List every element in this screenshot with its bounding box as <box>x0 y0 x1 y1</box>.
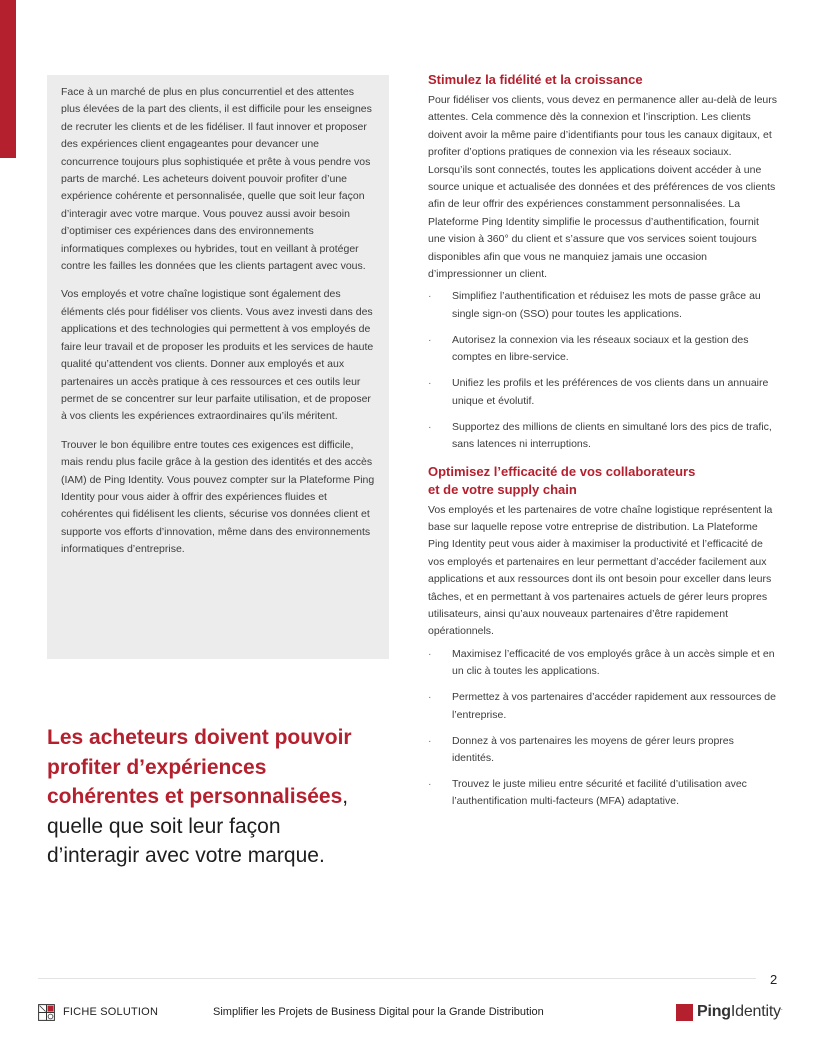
section2-heading <box>428 463 778 499</box>
list-item <box>428 419 778 454</box>
list-item <box>428 776 778 811</box>
list-item <box>428 332 778 367</box>
section1-body: Pour fidéliser vos clients, vous devez en permanence aller au-delà de leurs attentes. Cela commence dès la connexion et l’inscription. Les clients doivent avoir la même paire d’identifiants pour tous les canaux digitaux, et profiter d’options pratiques de connexion via les réseaux sociaux. Lorsqu’ils sont connectés, toutes les applications doivent accéder à une source unique et actualisée des données et des préférences de vos clients afin de leur offrir des expériences constamment personnalisées. La Plateforme Ping Identity simplifie le processus d’authentification, fournit une vision à 360° du client et s’assure que vos services soient toujours disponibles afin que vous ne manquiez jamais une occasion d’impressionner un client. <box>428 94 778 281</box>
section2-bullet-list <box>428 646 778 811</box>
bullet-text: Supportez des millions de clients en simultané lors des pics de trafic, sans latences ni interruptions. <box>452 420 772 451</box>
footer-divider <box>38 978 756 979</box>
section2-body: Vos employés et les partenaires de votre chaîne logistique représentent la base sur laquelle repose votre entreprise de distribution. La Plateforme Ping Identity peut vous aider à maximiser la productivité et l’efficacité de vos employés et partenaires en leur permettant d’accéder facilement aux applications et aux ressources dont ils ont besoin pour exceller dans leurs tâches, et en permettant à vos partenaires actuels de gérer leurs propres utilisateurs, ainsi qu’aux nouveaux partenaires d’être rapidement opérationnels. <box>428 503 773 638</box>
logo-wordmark <box>697 1003 783 1021</box>
bullet-text: Simplifiez l’authentification et réduisez les mots de passe grâce au single sign-on (SSO) pour toutes les applications. <box>452 290 761 320</box>
pull-quote-rest: , quelle que soit leur façon d’interagir avec votre marque. <box>47 785 349 867</box>
footer-label: FICHE SOLUTION <box>63 1006 159 1018</box>
red-edge-tab <box>0 0 16 158</box>
intro-paragraph-3: Trouver le bon équilibre entre toutes ces exigences est difficile, mais rendu plus facile grâce à la gestion des identités et des accès (IAM) de Ping Identity. Vous pouvez compter sur la Plateforme Ping Identity pour vous aider à offrir des expériences fluides et cohérentes qui fidélisent les clients, sécurise vos données client et supporte vos efforts d’innovation, même dans des environnements informatiques d’entreprise. <box>61 438 375 556</box>
bullet-dot: · <box>428 333 432 346</box>
page-number: 2 <box>770 972 778 987</box>
logo-trademark: . <box>780 1005 783 1012</box>
footer-title: Simplifier les Projets de Business Digital pour la Grande Distribution <box>213 1006 544 1018</box>
pull-quote-highlight: Les acheteurs doivent pouvoir profiter d’expériences cohérentes et personnalisées <box>47 726 352 808</box>
list-item <box>428 689 778 724</box>
bullet-text: Trouvez le juste milieu entre sécurité et facilité d’utilisation avec l’authentification multi-facteurs (MFA) adaptative. <box>452 777 747 808</box>
bullet-dot: · <box>428 377 432 390</box>
section1-heading: Stimulez la fidélité et la croissance <box>428 72 643 87</box>
bullet-text: Maximisez l’efficacité de vos employés grâce à un accès simple et en un clic à toutes les applications. <box>452 647 775 678</box>
bullet-text: Autorisez la connexion via les réseaux sociaux et la gestion des comptes en libre-service. <box>452 333 749 364</box>
bullet-dot: · <box>428 290 432 303</box>
bullet-text: Donnez à vos partenaires les moyens de gérer leurs propres identités. <box>452 734 734 764</box>
intro-box <box>47 75 389 659</box>
bullet-dot: · <box>428 691 432 704</box>
list-item <box>428 375 778 410</box>
intro-paragraph-1: Face à un marché de plus en plus concurrentiel et des attentes plus élevées de la part des clients, il est difficile pour les enseignes de recruter les clients et de les fidéliser. Il faut innover et proposer des expériences client engageantes pour devancer une concurrence toujours plus sophistiquée et prête à vous pendre vos parts de marché. Les acheteurs doivent pouvoir profiter d’une expérience cohérente et personnalisée, quelle que soit leur façon d’interagir avec votre marque. Vous pouvez aussi avoir besoin d’optimiser ces expériences dans des environnements informatiques complexes ou hybrides, tout en veillant à protéger contre les failles les données que les clients partagent avec vous. <box>61 86 372 273</box>
list-item <box>428 288 778 323</box>
pull-quote <box>47 723 367 871</box>
bullet-dot: · <box>428 647 432 660</box>
bullet-text: Permettez à vos partenaires d’accéder rapidement aux ressources de l’entreprise. <box>452 691 776 721</box>
logo-word-ping: Ping <box>697 1003 731 1020</box>
section2-heading-line1: Optimisez l’efficacité de vos collaborateurs <box>428 463 696 479</box>
list-item <box>428 646 778 681</box>
bullet-text: Unifiez les profils et les préférences de vos clients dans un annuaire unique et évolutif. <box>452 377 769 407</box>
bullet-dot: · <box>428 777 432 790</box>
solution-grid-icon <box>38 1004 55 1021</box>
logo-mark-icon <box>676 1004 693 1021</box>
section2-heading-line2: et de votre supply chain <box>428 481 577 497</box>
logo-word-identity: Identity <box>730 1003 781 1020</box>
bullet-dot: · <box>428 734 432 747</box>
ping-identity-logo <box>676 1002 783 1022</box>
right-column <box>428 71 778 819</box>
section1-bullet-list <box>428 288 778 453</box>
intro-paragraph-2: Vos employés et votre chaîne logistique sont également des éléments clés pour fidéliser vos clients. Vous avez investi dans des applications et des technologies qui permettent à vos employés de faire leur travail et de proposer les produits et les services de haute qualité qu’attendent vos clients. Donner aux employés et aux partenaires un accès pratique à ces ressources et ces outils leur permet de se concentrer sur leur parfaite utilisation, et de proposer à vos clients les expériences extraordinaires qu’ils méritent. <box>61 288 374 423</box>
list-item <box>428 733 778 768</box>
bullet-dot: · <box>428 420 432 433</box>
